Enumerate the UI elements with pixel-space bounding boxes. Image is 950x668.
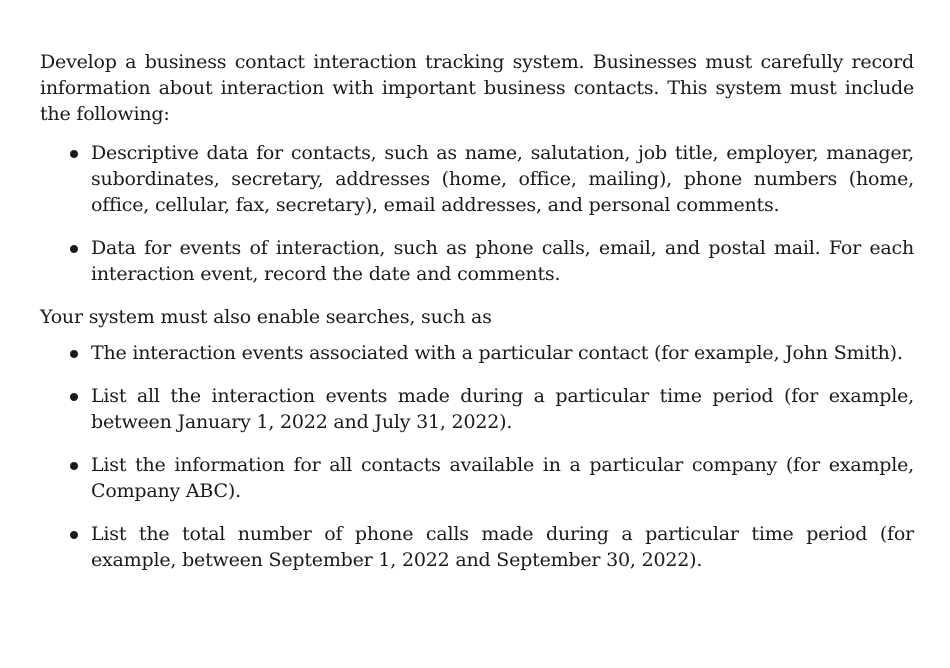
list-item-text: The interaction events associated with a particular contact (for example, John Smith). [91,341,903,364]
list-item [40,522,914,574]
list-item-text: List the total number of phone calls made during a particular time period (for example, between September 1, 2022 and September 30, 2022). [91,523,914,571]
bullet-icon [70,150,78,158]
requirements-list [40,141,914,287]
bullet-icon [70,245,78,253]
bullet-icon [70,393,78,401]
list-item [40,453,914,505]
list-item-text: Data for events of interaction, such as phone calls, email, and postal mail. For each interaction event, record the date and comments. [91,237,914,286]
bullet-icon [70,350,78,358]
searches-list [40,341,914,574]
list-item [40,341,914,367]
search-intro-paragraph: Your system must also enable searches, such as [40,305,492,328]
document-body [40,50,914,591]
list-item-text: List the information for all contacts available in a particular company (for example, Company ABC). [91,454,914,502]
list-item [40,141,914,218]
list-item [40,236,914,288]
intro-paragraph: Develop a business contact interaction tracking system. Businesses must carefully record information about interaction with important business contacts. This system must include the following: [40,51,914,125]
bullet-icon [70,462,78,470]
bullet-icon [70,531,78,539]
list-item [40,384,914,436]
list-item-text: Descriptive data for contacts, such as name, salutation, job title, employer, manager, subordinates, secretary, addresses (home, office, mailing), phone numbers (home, office, cellular, fax, secretary), email addresses, and personal comments. [91,142,914,216]
list-item-text: List all the interaction events made during a particular time period (for example, between January 1, 2022 and July 31, 2022). [91,384,914,433]
